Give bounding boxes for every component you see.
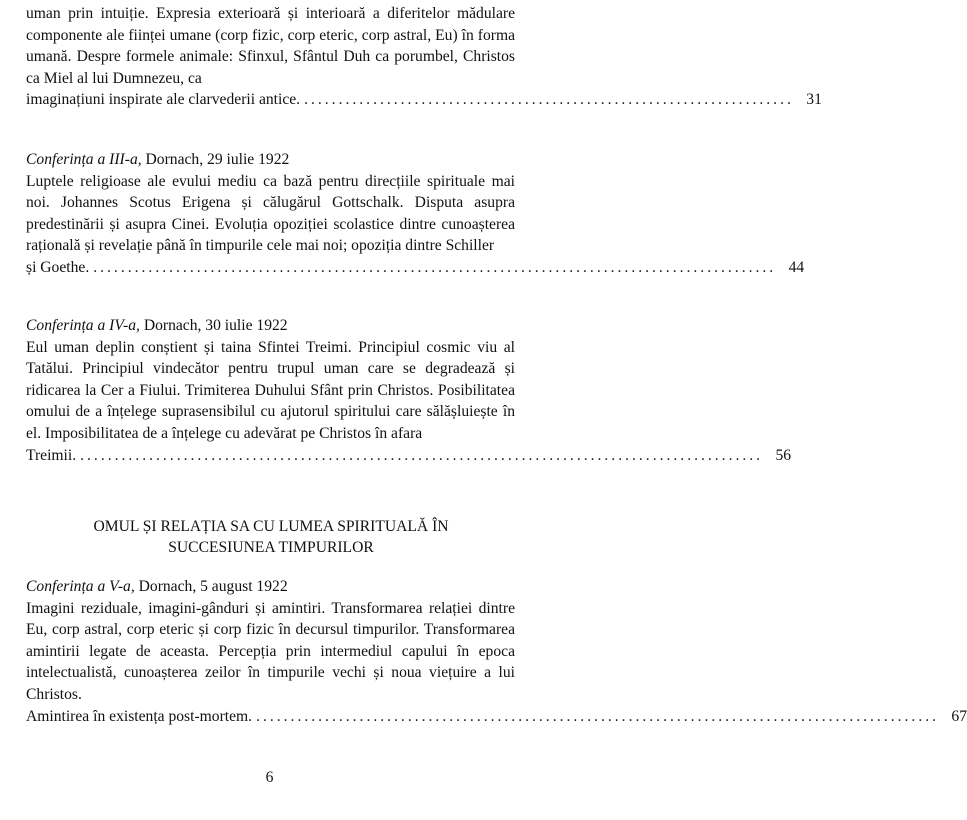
conference-label: Conferința a V-a, xyxy=(26,578,135,595)
entry-description-end: și Goethe. xyxy=(26,258,90,276)
entry-title xyxy=(26,149,515,171)
entry-last-line xyxy=(26,257,805,279)
section-heading-line-2: SUCCESIUNEA TIMPURILOR xyxy=(168,539,374,556)
entry-description-end: Treimii. xyxy=(26,446,77,464)
entry-description-end: Amintirea în existența post-mortem. xyxy=(26,707,253,725)
section-heading-line-1: OMUL ȘI RELAȚIA SA CU LUMEA SPIRITUALĂ ÎN xyxy=(93,518,449,535)
entry-last-line xyxy=(26,706,967,728)
entry-last-line xyxy=(26,445,792,467)
entry-page-number: 67 xyxy=(951,707,967,725)
entry-title xyxy=(26,576,515,598)
conference-label: Conferința a III-a, xyxy=(26,151,142,168)
entry-last-line xyxy=(26,89,822,111)
conference-place-date: Dornach, 30 iulie 1922 xyxy=(139,317,288,334)
leader-dots: ....................................................................... xyxy=(304,91,794,109)
entry-page-number: 56 xyxy=(775,446,792,464)
leader-dots: ................................................................................................... xyxy=(93,258,777,276)
section-heading xyxy=(40,516,502,558)
entry-page-number: 31 xyxy=(806,91,822,109)
conference-place-date: Dornach, 5 august 1922 xyxy=(134,578,288,595)
toc-entry-conference-3 xyxy=(26,149,805,279)
leader-dots: ................................................................................................... xyxy=(80,446,764,464)
entry-description: Eul uman deplin conștient și taina Sfintei Treimi. Principiul cosmic viu al Tatălui. Principiul vindecător pentru trupul uman care se degradează și ridicarea la Cer a Fiului. Trimiterea Duhului Sfânt prin Christos. Posibilitatea omului de a înțelege suprasensibilul cu ajutorul spiritului care sălășluiește în el. Imposibilitatea de a înțelege cu adevărat pe Christos în afara xyxy=(26,338,515,442)
entry-description: Luptele religioase ale evului mediu ca bază pentru direcțiile spirituale mai noi. Johannes Scotus Erigena și călugărul Gottschalk. Disputa asupra predestinării și asupra Cinei. Evoluția opoziției scolastice dintre cunoașterea rațională și revelație până în timpurile cele mai noi; opoziția dintre Schiller xyxy=(26,172,515,255)
conference-label: Conferința a IV-a, xyxy=(26,317,140,334)
leader-dots: ................................................................................................... xyxy=(256,707,940,725)
page-number: 6 xyxy=(265,769,274,786)
toc-entry-conference-2-continued xyxy=(26,3,822,111)
conference-place-date: Dornach, 29 iulie 1922 xyxy=(141,151,290,168)
entry-page-number: 44 xyxy=(788,258,805,276)
entry-description: uman prin intuiție. Expresia exterioară și interioară a diferitelor mădulare componente ale ființei umane (corp fizic, corp eteric, corp astral, Eu) în forma umană. Despre formele animale: Sfinxul, Sfântul Duh ca porumbel, Christos ca Miel al lui Dumnezeu, ca xyxy=(26,5,515,87)
entry-title xyxy=(26,315,515,337)
toc-entry-conference-5 xyxy=(26,576,967,727)
toc-entry-conference-4 xyxy=(26,315,792,466)
entry-description-end: imaginațiuni inspirate ale clarvederii antice. xyxy=(26,91,301,109)
entry-description: Imagini reziduale, imagini-gânduri și amintiri. Transformarea relației dintre Eu, corp astral, corp eteric și corp fizic în decursul timpurilor. Transformarea amintirii legate de aceasta. Percepția prin intermediul capului în epoca intelectualistă, cunoașterea zeilor în timpurile vechi și noua viețuire a lui Christos. xyxy=(26,599,515,703)
